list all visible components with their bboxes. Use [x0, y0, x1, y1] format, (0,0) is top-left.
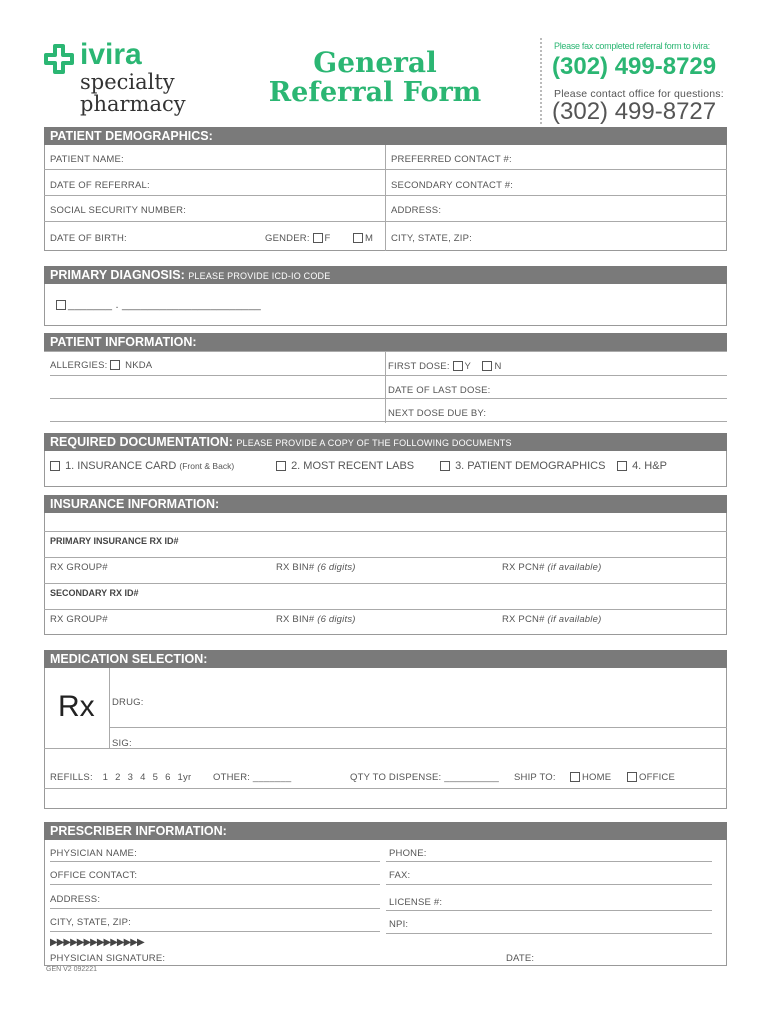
primary-insurance-field[interactable]: PRIMARY INSURANCE RX ID# [50, 536, 179, 546]
secondary-contact-field[interactable]: SECONDARY CONTACT #: [391, 180, 514, 191]
row-line [386, 933, 712, 934]
allergies-line [50, 398, 385, 399]
physician-name-field[interactable]: PHYSICIAN NAME: [50, 848, 137, 859]
doc-hp[interactable]: 4. H&P [617, 460, 667, 472]
section-required-documentation: REQUIRED DOCUMENTATION: PLEASE PROVIDE A COPY OF THE FOLLOWING DOCUMENTS [44, 433, 727, 451]
gender-male-checkbox[interactable] [353, 233, 363, 243]
recent-labs-checkbox[interactable] [276, 461, 286, 471]
row-line [385, 398, 727, 399]
row-line [44, 557, 727, 558]
hp-checkbox[interactable] [617, 461, 627, 471]
allergies-line [50, 375, 385, 376]
row-line [386, 910, 712, 911]
row-line [44, 748, 727, 749]
refill-option[interactable]: 1yr [177, 772, 192, 783]
prescriber-address-field[interactable]: ADDRESS: [50, 894, 101, 905]
rx-divider [109, 668, 110, 748]
date-of-referral-field[interactable]: DATE OF REFERRAL: [50, 180, 150, 191]
doc-patient-demographics[interactable]: 3. PATIENT DEMOGRAPHICS [440, 460, 605, 472]
row-line [50, 884, 380, 885]
dob-field[interactable]: DATE OF BIRTH: [50, 233, 127, 244]
prescriber-box [44, 840, 727, 965]
section-patient-demographics: PATIENT DEMOGRAPHICS: [44, 127, 727, 145]
allergies-field[interactable]: ALLERGIES: NKDA [50, 360, 153, 371]
gender-label: GENDER: F [265, 233, 331, 244]
city-state-zip-field[interactable]: CITY, STATE, ZIP: [391, 233, 472, 244]
patient-demographics-checkbox[interactable] [440, 461, 450, 471]
address-field[interactable]: ADDRESS: [391, 205, 442, 216]
next-dose-field[interactable]: NEXT DOSE DUE BY: [388, 408, 487, 419]
form-version: GEN V2 092221 [46, 966, 97, 973]
rx-symbol: Rx [58, 690, 95, 723]
signature-date-field[interactable]: DATE: [506, 953, 535, 964]
ship-home-option[interactable]: HOME [570, 772, 611, 783]
icd10-checkbox[interactable] [56, 300, 66, 310]
icd10-code-field[interactable]: _______ . ______________________ [56, 299, 261, 311]
refill-option[interactable]: 6 [165, 772, 171, 783]
row-line [44, 609, 727, 610]
row-line [386, 884, 712, 885]
logo-line-pharmacy: pharmacy [80, 92, 186, 116]
row-line [44, 169, 727, 170]
phone-field[interactable]: PHONE: [389, 848, 427, 859]
nkda-checkbox[interactable] [110, 360, 120, 370]
row-line [50, 931, 380, 932]
sig-field[interactable]: SIG: [112, 738, 132, 749]
form-title-line1: General [313, 46, 437, 79]
section-prescriber-information: PRESCRIBER INFORMATION: [44, 822, 727, 840]
insurance-card-checkbox[interactable] [50, 461, 60, 471]
logo-brand: ivira [80, 38, 142, 71]
refill-option[interactable]: 5 [152, 772, 159, 783]
patient-info-divider [385, 351, 386, 423]
row-line [50, 908, 380, 909]
fax-field[interactable]: FAX: [389, 870, 411, 881]
section-primary-diagnosis: PRIMARY DIAGNOSIS: PLEASE PROVIDE ICD-IO CODE [44, 266, 727, 284]
row-line [44, 531, 727, 532]
office-contact-field[interactable]: OFFICE CONTACT: [50, 870, 138, 881]
primary-rx-pcn-field[interactable]: RX PCN# (if available) [502, 562, 602, 573]
row-line [385, 421, 727, 422]
secondary-rx-pcn-field[interactable]: RX PCN# (if available) [502, 614, 602, 625]
ssn-field[interactable]: SOCIAL SECURITY NUMBER: [50, 205, 187, 216]
row-line [44, 583, 727, 584]
first-dose-yes-checkbox[interactable] [453, 361, 463, 371]
contact-number: (302) 499-8727 [552, 98, 717, 125]
npi-field[interactable]: NPI: [389, 919, 409, 930]
ship-office-option[interactable]: OFFICE [627, 772, 675, 783]
secondary-rx-group-field[interactable]: RX GROUP# [50, 614, 108, 625]
last-dose-field[interactable]: DATE OF LAST DOSE: [388, 385, 491, 396]
row-line [385, 375, 727, 376]
refill-option[interactable]: 3 [127, 772, 134, 783]
allergies-line [50, 421, 385, 422]
physician-signature-field[interactable]: PHYSICIAN SIGNATURE: [50, 953, 166, 964]
ship-office-checkbox[interactable] [627, 772, 637, 782]
primary-rx-bin-field[interactable]: RX BIN# (6 digits) [276, 562, 356, 573]
primary-rx-group-field[interactable]: RX GROUP# [50, 562, 108, 573]
signature-line [44, 965, 727, 966]
section-insurance-information: INSURANCE INFORMATION: [44, 495, 727, 513]
first-dose-field: FIRST DOSE: Y N [388, 361, 502, 372]
section-patient-information: PATIENT INFORMATION: [44, 333, 727, 351]
prescriber-city-field[interactable]: CITY, STATE, ZIP: [50, 917, 131, 928]
gender-male-option[interactable]: M [353, 233, 373, 244]
header-divider [540, 38, 542, 124]
patient-name-field[interactable]: PATIENT NAME: [50, 154, 124, 165]
other-field[interactable]: OTHER: _______ [213, 772, 292, 783]
ship-home-checkbox[interactable] [570, 772, 580, 782]
refills-field[interactable]: REFILLS: 1 2 3 4 5 6 1yr [50, 772, 192, 783]
contact-note: Please contact office for questions: [554, 88, 724, 100]
form-title-line2: Referral Form [268, 77, 482, 108]
doc-insurance-card[interactable]: 1. INSURANCE CARD (Front & Back) [50, 460, 234, 472]
row-line [44, 195, 727, 196]
gender-female-checkbox[interactable] [313, 233, 323, 243]
refill-option[interactable]: 1 [102, 772, 109, 783]
secondary-rx-bin-field[interactable]: RX BIN# (6 digits) [276, 614, 356, 625]
refill-option[interactable]: 2 [115, 772, 121, 783]
demographics-divider [385, 145, 386, 251]
first-dose-no-checkbox[interactable] [482, 361, 492, 371]
doc-recent-labs[interactable]: 2. MOST RECENT LABS [276, 460, 414, 472]
fax-note: Please fax completed referral form to ivira: [554, 41, 710, 51]
row-line [50, 861, 380, 862]
refill-option[interactable]: 4 [140, 772, 146, 783]
plus-logo-icon [44, 44, 74, 74]
fax-number: (302) 499-8729 [552, 53, 717, 80]
signature-arrows-icon: ▶▶▶▶▶▶▶▶▶▶▶▶▶▶ [50, 937, 144, 948]
license-field[interactable]: LICENSE #: [389, 897, 443, 908]
row-line [109, 727, 727, 728]
drug-field[interactable]: DRUG: [112, 697, 144, 708]
row-line [44, 788, 727, 789]
secondary-insurance-field[interactable]: SECONDARY RX ID# [50, 588, 139, 598]
section-medication-selection: MEDICATION SELECTION: [44, 650, 727, 668]
row-line [386, 861, 712, 862]
row-line [44, 221, 727, 222]
qty-dispense-field[interactable]: QTY TO DISPENSE: __________ [350, 772, 500, 783]
ship-to-label: SHIP TO: [514, 772, 556, 783]
logo-line-specialty: specialty [80, 70, 175, 94]
preferred-contact-field[interactable]: PREFERRED CONTACT #: [391, 154, 512, 165]
